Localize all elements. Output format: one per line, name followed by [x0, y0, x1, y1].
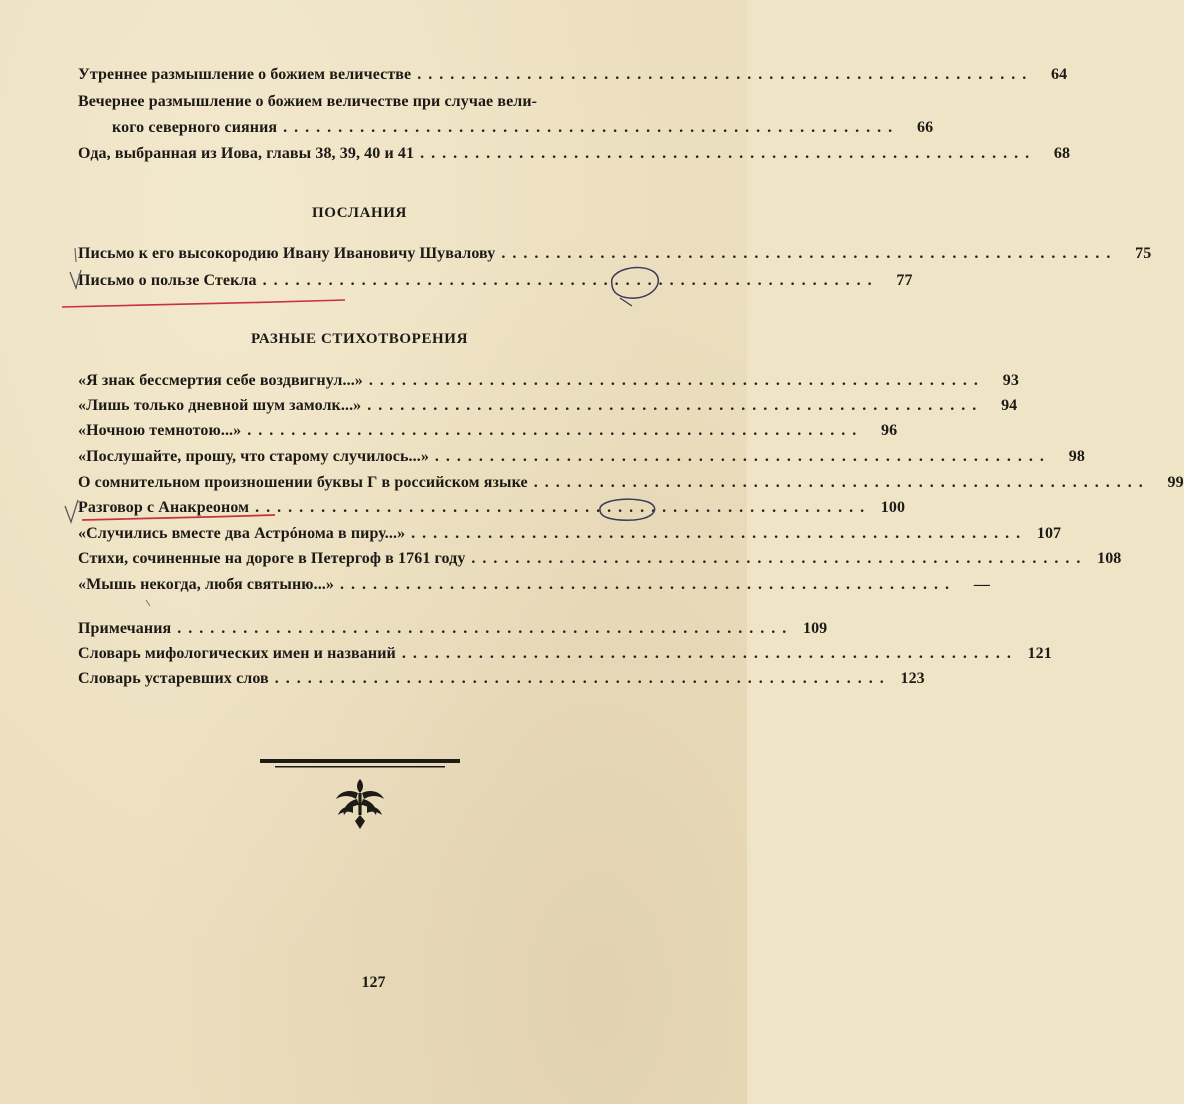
- entry-title: «Мышь некогда, любя святыню...»: [78, 576, 334, 593]
- entry-title: Утреннее размышление о божием величестве: [78, 66, 412, 83]
- toc-entry: Примечания ........................................................ 109: [78, 620, 828, 637]
- entry-page: 93: [1002, 372, 1019, 389]
- toc-entry: Разговор с Анакреоном ........................................................ 100: [78, 499, 906, 516]
- toc-entry: «Лишь только дневной шум замолк...» ........................................................ 94: [78, 397, 1018, 414]
- entry-title: «Послушайте, прошу, что старому случилось...»: [78, 448, 429, 465]
- entry-title: кого северного сияния: [112, 119, 278, 136]
- check-mark-icon: [65, 500, 78, 522]
- toc-entry: Стихи, сочиненные на дороге в Петергоф в 1761 году ........................................................ 108: [78, 550, 1122, 567]
- toc-entry: [78, 93, 641, 117]
- entry-title: Письмо о пользе Стекла: [78, 272, 257, 289]
- entry-page: 108: [1097, 550, 1122, 567]
- entry-title: Разговор с Анакреоном: [78, 499, 250, 516]
- toc-entry: Письмо к его высокородию Ивану Ивановичу Шувалову ........................................................ 75: [78, 245, 1152, 262]
- toc-entry: «Случились вместе два Астрóнома в пиру...» ........................................................ 107: [78, 525, 1062, 542]
- entry-page: 68: [1053, 145, 1071, 162]
- red-underline-icon: [62, 300, 345, 307]
- entry-title: «Лишь только дневной шум замолк...»: [78, 397, 362, 414]
- fleuron-ornament-icon: [255, 757, 465, 837]
- entry-page: 121: [1027, 645, 1052, 662]
- tick-mark-icon: [75, 248, 76, 262]
- toc-entry: Письмо о пользе Стекла ........................................................ 77: [78, 272, 913, 289]
- entry-title: «Я знак бессмертия себе воздвигнул...»: [78, 372, 363, 389]
- toc-entry: «Ночною темнотою...» ........................................................ 96: [78, 422, 898, 439]
- entry-page: 66: [916, 119, 934, 136]
- entry-title: «Ночною темнотою...»: [78, 422, 242, 439]
- entry-title: Ода, выбранная из Иова, главы 38, 39, 40 и 41: [78, 145, 415, 162]
- entry-page: 99: [1167, 474, 1184, 491]
- entry-page: 100: [880, 499, 906, 516]
- entry-page: 109: [802, 620, 828, 637]
- entry-page: 94: [1001, 397, 1018, 414]
- entry-title: Словарь мифологических имен и названий: [78, 645, 396, 662]
- toc-entry: Утреннее размышление о божием величестве ........................................................ 64: [78, 66, 1068, 83]
- toc-entry: Ода, выбранная из Иова, главы 38, 39, 40 и 41 ........................................................ 68: [78, 145, 1071, 162]
- entry-title: Вечернее размышление о божием величестве при случае вели-: [78, 93, 538, 110]
- entry-page: 77: [896, 272, 913, 289]
- entry-page: 96: [881, 422, 898, 439]
- entry-title: Примечания: [78, 620, 172, 637]
- entry-page: —: [973, 576, 990, 593]
- entry-page: 64: [1051, 66, 1068, 83]
- entry-title: Словарь устаревших слов: [78, 670, 269, 687]
- entry-page: 75: [1135, 245, 1152, 262]
- section-heading-misc: РАЗНЫЕ СТИХОТВОРЕНИЯ: [250, 331, 469, 347]
- entry-page: 107: [1036, 525, 1062, 542]
- toc-entry-continuation: кого северного сияния ........................................................ 66: [112, 119, 934, 136]
- entry-page: 98: [1068, 448, 1085, 465]
- entry-title: Письмо к его высокородию Ивану Ивановичу Шувалову: [78, 245, 496, 262]
- section-heading-letters: ПОСЛАНИЯ: [312, 205, 407, 221]
- entry-page: 123: [900, 670, 925, 687]
- entry-title: Стихи, сочиненные на дороге в Петергоф в 1761 году: [78, 550, 466, 567]
- page-number: 127: [361, 974, 386, 991]
- entry-title: О сомнительном произношении буквы Г в российском языке: [78, 474, 528, 491]
- toc-entry: «Я знак бессмертия себе воздвигнул...» ........................................................ 93: [78, 372, 1019, 389]
- toc-entry: «Мышь некогда, любя святыню...» ........................................................ —: [78, 576, 990, 593]
- entry-title: «Случились вместе два Астрóнома в пиру...»: [78, 525, 406, 542]
- toc-entry: «Послушайте, прошу, что старому случилось...» ........................................................ 98: [78, 448, 1085, 465]
- toc-entry: Словарь мифологических имен и названий ........................................................ 121: [78, 645, 1052, 662]
- toc-entry: Словарь устаревших слов ........................................................ 123: [78, 670, 925, 687]
- toc-entry: О сомнительном произношении буквы Г в российском языке ........................................................ 99: [78, 474, 1184, 491]
